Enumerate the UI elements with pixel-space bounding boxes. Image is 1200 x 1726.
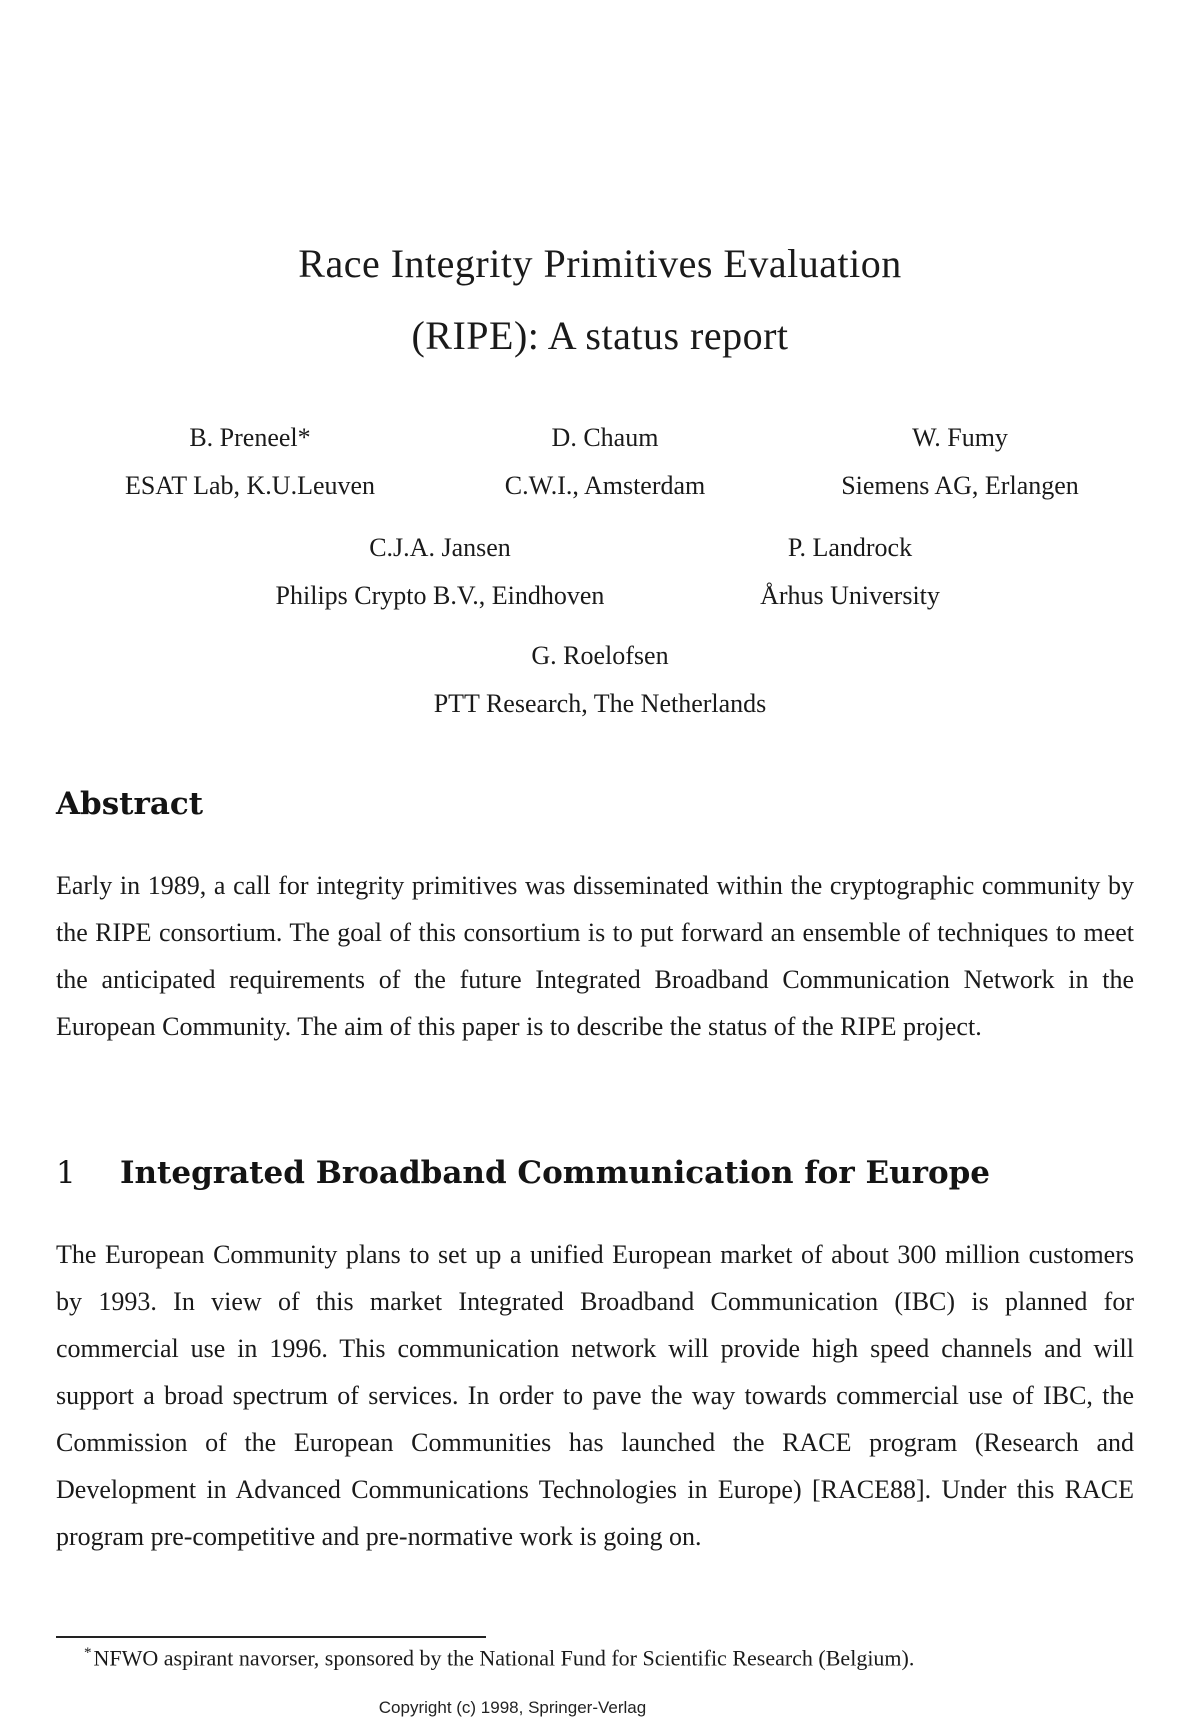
abstract-heading: Abstract <box>56 786 204 822</box>
author-affiliation: Siemens AG, Erlangen <box>841 471 1079 500</box>
footnote-mark: * <box>84 1645 92 1661</box>
author-name: W. Fumy <box>912 423 1008 452</box>
author-block-landrock <box>700 532 1000 612</box>
author-block-preneel <box>70 422 430 502</box>
abstract-text: Early in 1989, a call for integrity primitives was disseminated within the cryptographic community by the RIPE consortium. The goal of this consortium is to put forward an ensemble of techniques to meet the anticipated requirements of the future Integrated Broadband Communication Network in the European Community. The aim of this paper is to describe the status of the RIPE project. <box>56 871 1134 1041</box>
author-block-roelofsen <box>300 640 900 720</box>
footnote-text: NFWO aspirant navorser, sponsored by the National Fund for Scientific Research (Belgium). <box>93 1645 915 1671</box>
section-1-heading <box>56 1155 990 1191</box>
author-affiliation: Philips Crypto B.V., Eindhoven <box>275 581 605 610</box>
paper-title-line-1: Race Integrity Primitives Evaluation <box>298 241 902 286</box>
author-affiliation: Århus University <box>760 581 940 610</box>
author-name: B. Preneel* <box>189 423 311 452</box>
section-1-text: The European Community plans to set up a unified European market of about 300 million customers by 1993. In view of this market Integrated Broadband Communication (IBC) is planned for commercial use in 1996. This communication network will provide high speed channels and will support a broad spectrum of services. In order to pave the way towards commercial use of IBC, the Commission of the European Communities has launched the RACE program (Research and Development in Advanced Communications Technologies in Europe) [RACE88]. Under this RACE program pre-competitive and pre-normative work is going on. <box>56 1240 1134 1551</box>
author-block-jansen <box>180 532 700 612</box>
footnote <box>84 1645 914 1671</box>
footnote-divider <box>56 1636 486 1638</box>
section-number: 1 <box>56 1155 76 1191</box>
author-name: P. Landrock <box>787 533 913 562</box>
author-affiliation: C.W.I., Amsterdam <box>504 471 706 500</box>
author-name: D. Chaum <box>551 423 659 452</box>
author-block-fumy <box>775 422 1145 502</box>
author-name: C.J.A. Jansen <box>369 533 511 562</box>
paper-title-line-2: (RIPE): A status report <box>411 313 789 358</box>
author-affiliation: PTT Research, The Netherlands <box>433 689 767 718</box>
section-title: Integrated Broadband Communication for Europe <box>120 1155 991 1191</box>
author-affiliation: ESAT Lab, K.U.Leuven <box>124 471 376 500</box>
copyright-notice: Copyright (c) 1998, Springer-Verlag <box>378 1698 647 1717</box>
author-block-chaum <box>440 422 770 502</box>
author-name: G. Roelofsen <box>531 641 669 670</box>
